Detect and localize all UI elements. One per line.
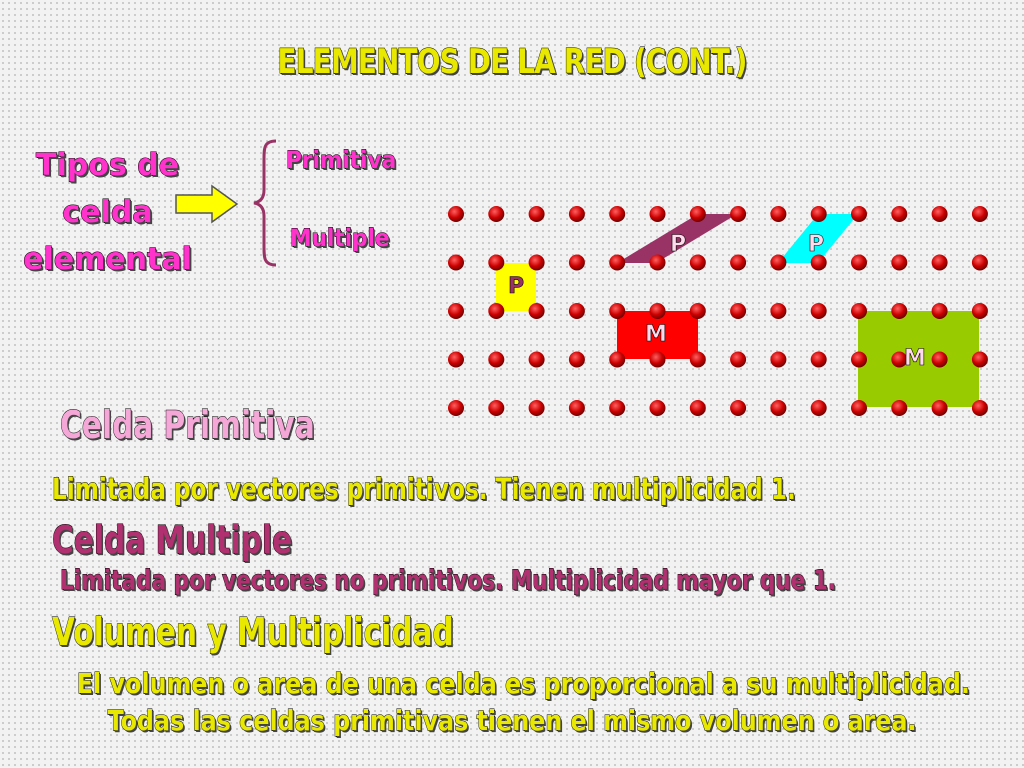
lattice-dot: [932, 303, 948, 319]
lattice-dot: [650, 255, 666, 271]
tipos-line-2: celda: [62, 195, 153, 230]
lattice-dot: [488, 255, 504, 271]
lattice-dot: [851, 255, 867, 271]
lattice-dot: [811, 352, 827, 368]
lattice-dot: [529, 206, 545, 222]
lattice-dot: [529, 352, 545, 368]
right-arrow-icon: [174, 184, 240, 224]
lattice-dot: [972, 255, 988, 271]
lattice-dot: [811, 206, 827, 222]
curly-brace-icon: [250, 138, 280, 268]
celda-multiple-heading: Celda Multiple: [52, 518, 293, 562]
lattice-dot: [891, 303, 907, 319]
lattice-dot: [730, 352, 746, 368]
celda-primitiva-text: Limitada por vectores primitivos. Tienen multiplicidad 1.: [52, 472, 796, 506]
lattice-dot: [569, 206, 585, 222]
lattice-dot: [770, 206, 786, 222]
volumen-text-1: El volumen o area de una celda es proporcional a su multiplicidad.: [76, 667, 970, 700]
lattice-dot: [448, 206, 464, 222]
label-p-cyan: P: [807, 232, 825, 257]
lattice-dot: [488, 206, 504, 222]
lattice-dot: [609, 400, 625, 416]
lattice-dot: [609, 255, 625, 271]
lattice-dot: [609, 352, 625, 368]
lattice-dot: [972, 303, 988, 319]
lattice-dot: [730, 206, 746, 222]
lattice-dot: [569, 352, 585, 368]
lattice-dot: [488, 352, 504, 368]
tipos-line-3: elemental: [23, 242, 192, 277]
page-title: ELEMENTOS DE LA RED (CONT.): [277, 42, 747, 82]
lattice-dot: [690, 255, 706, 271]
lattice-dot: [811, 400, 827, 416]
lattice-dot: [488, 400, 504, 416]
label-m-green: M: [904, 346, 926, 371]
lattice-dot: [811, 303, 827, 319]
lattice-dot: [770, 303, 786, 319]
option-primitiva: Primitiva: [286, 146, 397, 174]
lattice-dot: [609, 206, 625, 222]
lattice-dot: [650, 206, 666, 222]
lattice-dot: [851, 206, 867, 222]
lattice-dot: [650, 303, 666, 319]
lattice-dot: [770, 352, 786, 368]
lattice-dot: [730, 255, 746, 271]
lattice-dot: [932, 255, 948, 271]
lattice-dot: [650, 352, 666, 368]
lattice-dot: [529, 255, 545, 271]
celda-primitiva-heading: Celda Primitiva: [60, 403, 315, 447]
lattice-dot: [932, 400, 948, 416]
lattice-dot: [851, 400, 867, 416]
lattice-dot: [730, 400, 746, 416]
lattice-dot: [529, 400, 545, 416]
lattice-dot: [932, 206, 948, 222]
label-m-red: M: [645, 322, 667, 347]
lattice-dot: [448, 352, 464, 368]
lattice-dot: [690, 206, 706, 222]
option-multiple: Multiple: [290, 224, 390, 252]
label-p-yellow: P: [507, 274, 525, 299]
lattice-dot: [569, 303, 585, 319]
lattice-dot: [851, 352, 867, 368]
volumen-text-2: Todas las celdas primitivas tienen el mismo volumen o area.: [107, 704, 917, 737]
lattice-dot: [972, 400, 988, 416]
lattice-dot: [690, 303, 706, 319]
lattice-dot: [569, 255, 585, 271]
lattice-dot: [690, 352, 706, 368]
tipos-line-1: Tipos de: [36, 148, 179, 183]
lattice-diagram: [440, 195, 1000, 427]
lattice-dot: [448, 303, 464, 319]
lattice-dot: [972, 352, 988, 368]
lattice-dot: [972, 206, 988, 222]
lattice-dot: [569, 400, 585, 416]
lattice-dot: [891, 400, 907, 416]
lattice-dot: [770, 400, 786, 416]
lattice-dot: [690, 400, 706, 416]
lattice-dot: [488, 303, 504, 319]
lattice-dot: [448, 255, 464, 271]
volumen-heading: Volumen y Multiplicidad: [52, 610, 454, 654]
lattice-dot: [529, 303, 545, 319]
lattice-dot: [770, 255, 786, 271]
lattice-dot: [609, 303, 625, 319]
lattice-dot: [730, 303, 746, 319]
celda-multiple-text: Limitada por vectores no primitivos. Multiplicidad mayor que 1.: [60, 565, 837, 596]
lattice-dot: [891, 255, 907, 271]
label-p-purple: P: [669, 232, 687, 257]
lattice-dot: [448, 400, 464, 416]
tipos-de-celda-label: [20, 142, 195, 283]
lattice-dot: [932, 352, 948, 368]
lattice-dot: [851, 303, 867, 319]
lattice-dot: [650, 400, 666, 416]
lattice-dot: [891, 206, 907, 222]
